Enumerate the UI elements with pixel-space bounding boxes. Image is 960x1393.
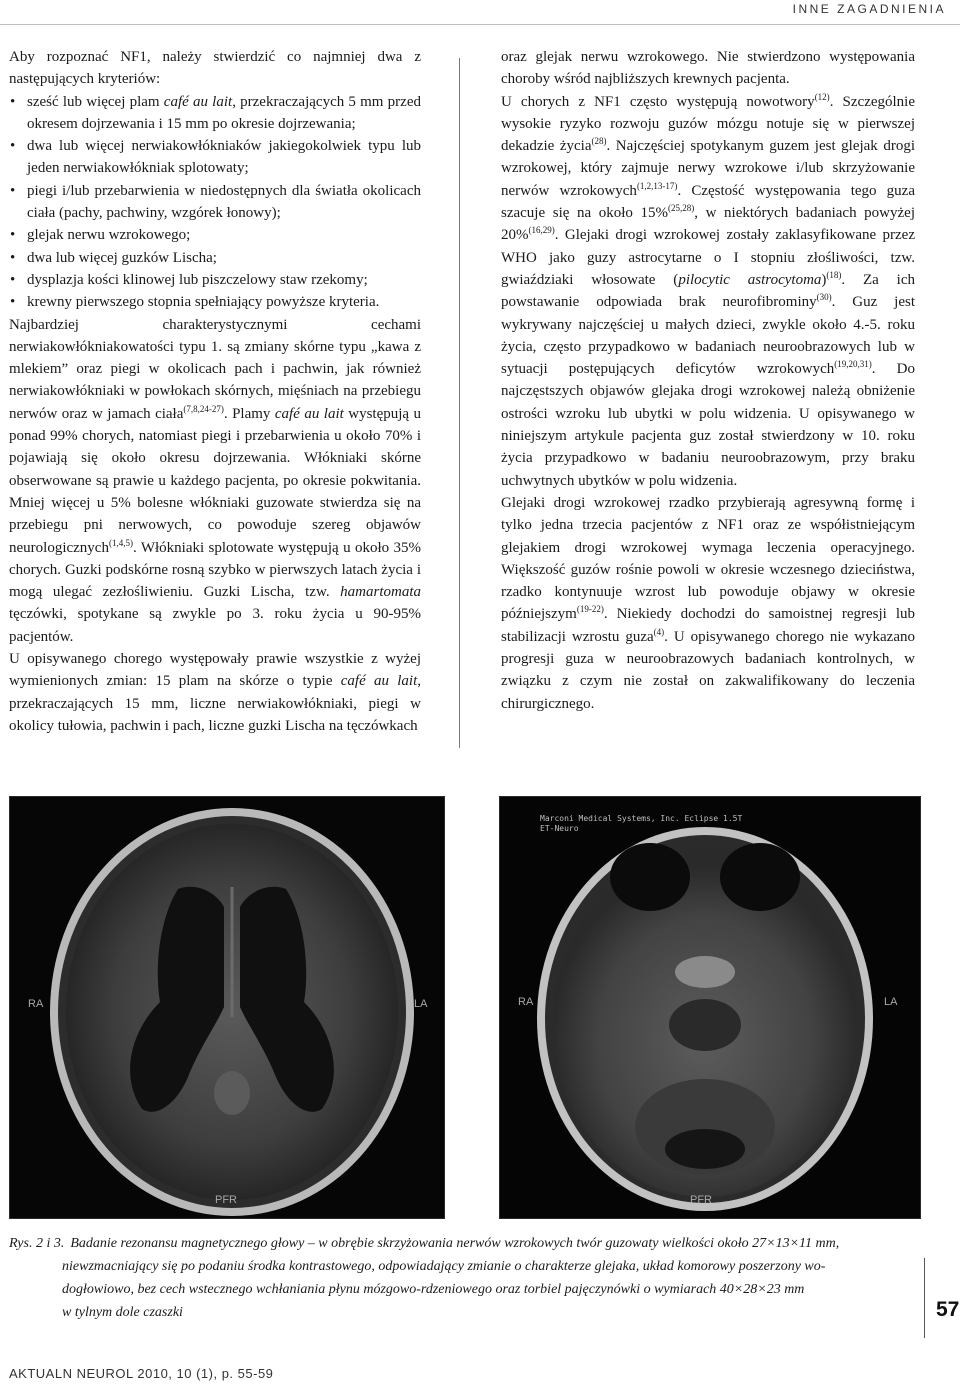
section-label: INNE ZAGADNIENIA (792, 2, 946, 16)
criteria-item: • dwa lub więcej nerwiakowłókniaków jakiegokolwiek typu lub jeden nerwiakowłókniak splotowaty; (9, 135, 421, 180)
pfr-label: PFR (215, 1194, 237, 1206)
criteria-item: • piegi i/lub przebarwienia w niedostępnych dla światła okolicach ciała (pachy, pachwiny, wzgórek łonowy); (9, 180, 421, 225)
citation: (19,20,31) (834, 359, 872, 370)
page-number: 57 (936, 1298, 960, 1321)
la-label: LA (884, 996, 898, 1008)
page-number-rule (924, 1258, 925, 1338)
citation: (1,2,13-17) (636, 180, 678, 191)
body-paragraph: Glejaki drogi wzrokowej rzadko przybierają agresywną formę i tylko jedna trzecia pacjentów z NF1 oraz ze współistniejącym glejakiem drogi wzrokowej wymaga leczenia operacyjnego. Większość guzów rośnie powoli w okresie wczesnego dzieciństwa, rzadko kontynuuje wzrost lub powoduje objawy w okresie późniejszym$^{(19-22)}$. Niekiedy dochodzi do samoistnej regresji lub stabilizacji wzrostu guza$^{(4)}$. U opisywanego chorego nie wykazano progresji guza w neuroobrazowych badaniach kontrolnych, w związku z czym nie został on zakwalifikowany do leczenia chirurgicznego. (501, 494, 915, 712)
protocol-label: ET-Neuro (540, 824, 579, 833)
criteria-item: • sześć lub więcej plam café au lait, przekraczających 5 mm przed okresem dojrzewania i 15 mm po okresie dojrzewania; (9, 91, 421, 136)
citation: (25,28) (668, 203, 695, 214)
figure-caption (9, 1232, 917, 1324)
citation: (4) (653, 626, 665, 637)
citation: (19-22) (576, 604, 604, 615)
caption-line: Badanie rezonansu magnetycznego głowy – w obrębie skrzyżowania nerwów wzrokowych twór guzowaty wielkości około 27×13×11 mm, (70, 1236, 840, 1251)
body-paragraph: Najbardziej charakterystycznymi cechami nerwiakowłókniakowatości typu 1. są zmiany skórne typu „kawa z mlekiem” oraz piegi w okolicach pach i pachwin, jak również nerwiakowłókniaki w powłokach skórnych, mięśniach na przebiegu nerwów oraz w jamach ciała$^{(7,8,24-27)}$. Plamy café au lait występują u ponad 99% chorych, natomiast piegi i przebarwienia u około 70% i pojawiają się około okresu dojrzewania. Włókniaki skórne obserwowane są prawie u każdego pacjenta, po okresie pokwitania. Mniej więcej u 5% bolesne włókniaki guzowate stwierdza się na przebiegu pni nerwowych, co powoduje szereg objawów neurologicznych$^{(1,4,5)}$. Włókniaki splotowate występują u około 35% chorych. Guzki podskórne rosną szybko w pierwszych latach życia i mogą ulegać zezłośliwieniu. Guzki Lischa, tzw. hamartomata tęczówki, spotykane są zwykle po 3. roku życia u 90-95% pacjentów. (9, 316, 422, 645)
body-paragraph: U opisywanego chorego występowały prawie wszystkie z wyżej wymienionych zmian: 15 plam na skórze o typie café au lait, przekraczających 15 mm, liczne nerwiakowłókniaki, piegi w okolicy tułowia, pachwin i pach, liczne guzki Lischa na tęczówkach (9, 651, 421, 734)
citation: (30) (816, 292, 832, 303)
citation: (16,29) (528, 225, 555, 236)
intro-paragraph: Aby rozpoznać NF1, należy stwierdzić co najmniej dwa z następujących kryteriów: (9, 49, 421, 88)
figures (0, 796, 960, 1220)
citation: (7,8,24-27) (183, 403, 224, 414)
mri-axial-optic-chiasm-image (499, 796, 921, 1219)
journal-footer: AKTUALN NEUROL 2010, 10 (1), p. 55-59 (9, 1366, 274, 1381)
criteria-item: • dwa lub więcej guzków Lischa; (9, 247, 421, 269)
criteria-list (9, 91, 421, 314)
pfr-label: PFR (690, 1194, 712, 1206)
figure-label: Rys. 2 i 3. (9, 1236, 65, 1251)
criteria-item: • krewny pierwszego stopnia spełniający powyższe kryteria. (9, 291, 421, 313)
criteria-item: • glejak nerwu wzrokowego; (9, 224, 421, 246)
header-rule (0, 24, 960, 25)
body-paragraph: oraz glejak nerwu wzrokowego. Nie stwierdzono występowania choroby wśród najbliższych krewnych pacjenta. (501, 49, 915, 88)
scanner-label: Marconi Medical Systems, Inc. Eclipse 1.5T (540, 814, 743, 823)
mri-axial-ventricles-image (9, 796, 445, 1219)
caption-line: niewzmacniający się po podaniu środka kontrastowego, odpowiadający zmianie o charakterze glejaka, układ komorowy poszerzony wo- (62, 1259, 826, 1274)
body-paragraph: U chorych z NF1 często występują nowotwory$^{(12)}$. Szczególnie wysokie ryzyko rozwoju guzów mózgu notuje się w pierwszej dekadzie życia$^{(28)}$. Najczęściej spotykanym guzem jest glejak drogi wzrokowej, który zajmuje nerwy wzrokowe i/lub skrzyżowanie nerwów wzrokowych$^{(1,2,13-17)}$. Częstość występowania tego guza szacuje się na około 15%$^{(25,28)}$, w niektórych badaniach powyżej 20%$^{(16,29)}$. Glejaki drogi wzrokowej zostały zaklasyfikowane przez WHO jako guzy astrocytarne o I stopniu złośliwości, tzw. gwiaździaki włosowate (pilocytic astrocytoma)$^{(18)}$. Za ich powstawanie odpowiada brak neurofibrominy$^{(30)}$. Guz jest wykrywany najczęściej u małych dzieci, zwykle około 4.-5. roku życia, często przypadkowo w badaniach neuroobrazowych lub w sytuacji postępujących deficytów wzrokowych$^{(19,20,31)}$. Do najczęstszych objawów glejaka drogi wzrokowej należą obniżenie ostrości wzroku lub ubytki w polu widzenia. U opisywanego w niniejszym artykule pacjenta guz został stwierdzony w 10. roku życia przypadkowo w badaniu neuroobrazowym, przy braku uchwytnych ubytków w polu widzenia. (501, 91, 915, 489)
citation: (28) (591, 136, 607, 147)
citation: (12) (814, 91, 830, 102)
left-column (9, 46, 421, 737)
criteria-item: • dysplazja kości klinowej lub piszczelowy staw rzekomy; (9, 269, 421, 291)
citation: (18) (826, 269, 842, 280)
citation: (1,4,5) (108, 537, 133, 548)
column-divider (459, 58, 460, 748)
caption-line: dogłowiowo, bez cech wstecznego wchłaniania płynu mózgowo-rdzeniowego oraz torbiel pajęczynówki o wymiarach 40×28×23 mm (62, 1282, 805, 1297)
ra-label: RA (28, 998, 44, 1010)
la-label: LA (414, 998, 428, 1010)
ra-label: RA (518, 996, 534, 1008)
caption-line: w tylnym dole czaszki (62, 1305, 183, 1320)
right-column (501, 46, 915, 715)
